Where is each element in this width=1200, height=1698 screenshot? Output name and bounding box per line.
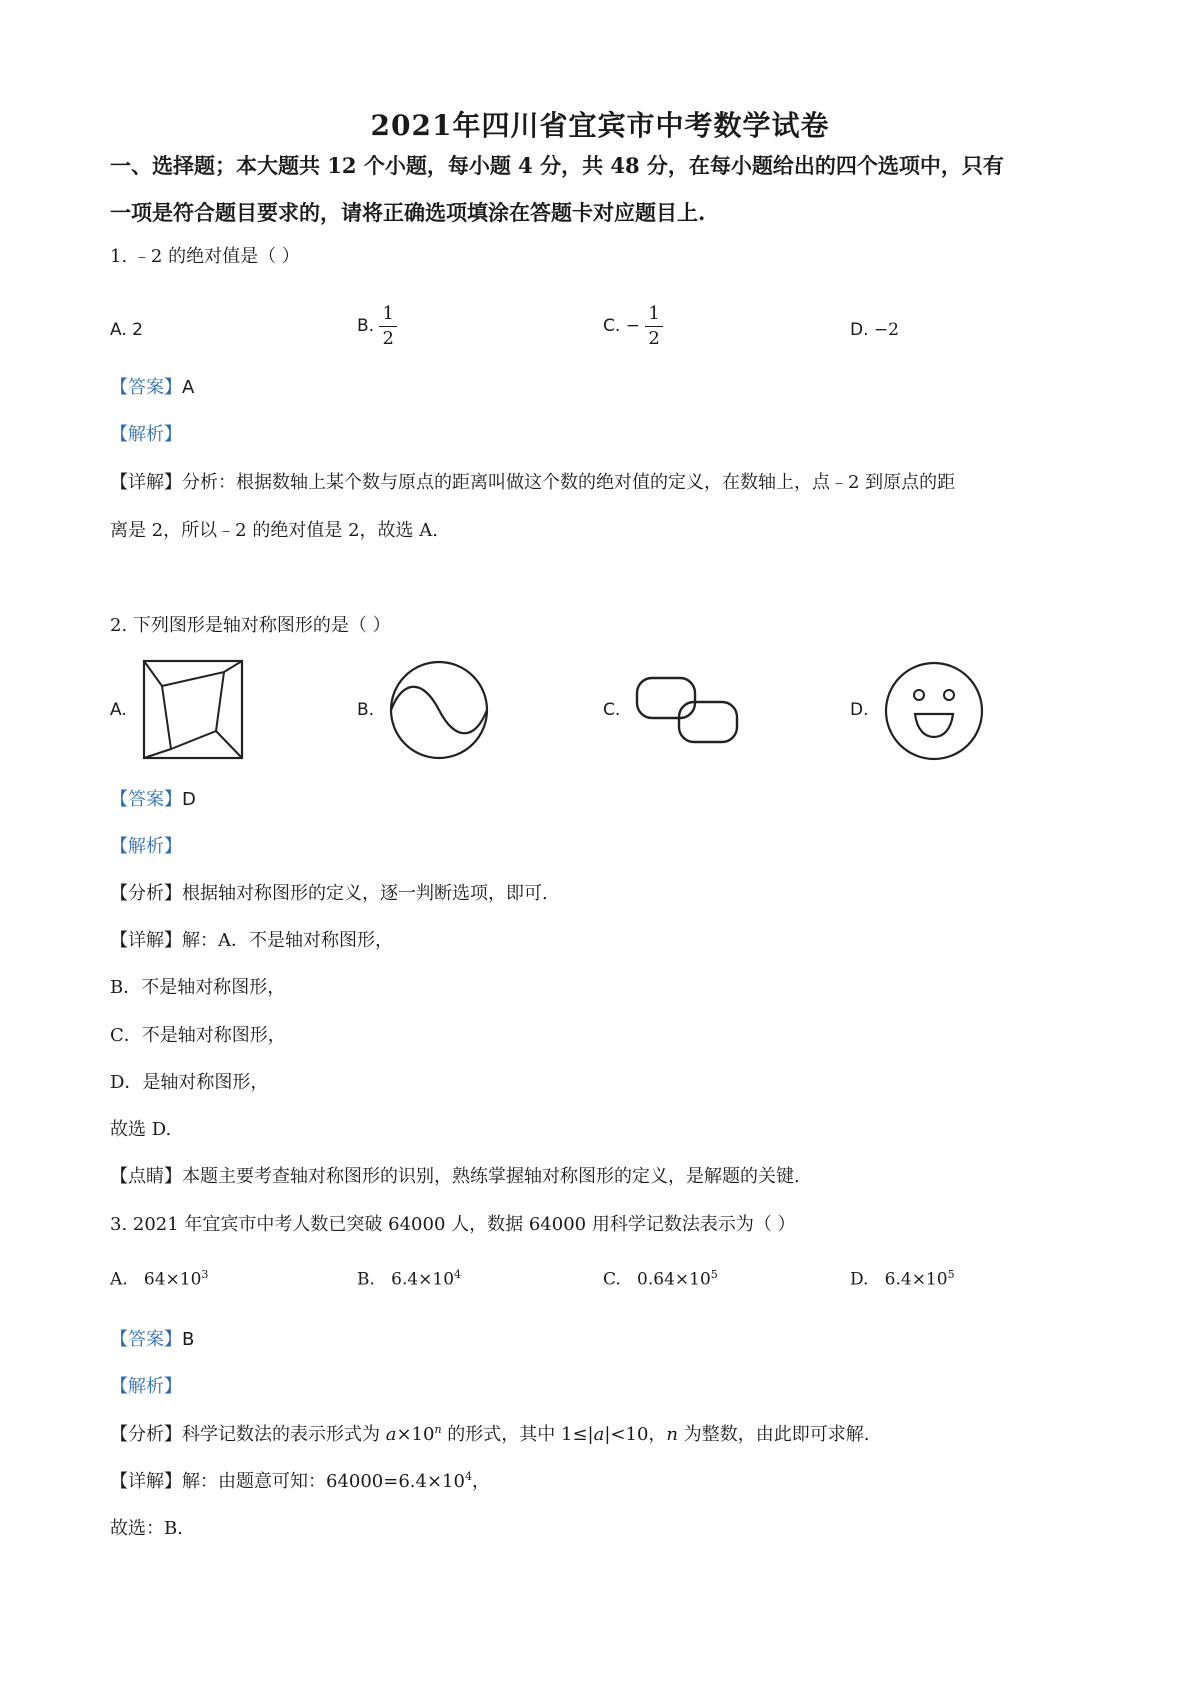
answer-value: A xyxy=(182,377,195,398)
q3-option-a-base: 64×10 xyxy=(143,1269,202,1290)
q3-analysis xyxy=(110,1420,869,1446)
q2-figure-b xyxy=(388,659,490,761)
q3-option-d xyxy=(850,1268,955,1290)
q1-option-c xyxy=(603,302,663,351)
q3-option-c-base: 0.64×10 xyxy=(637,1269,711,1290)
q3-analysis-var-n-exponent: n xyxy=(434,1423,442,1436)
q3-analysis-text-4: 为整数，由此即可求解. xyxy=(678,1424,870,1445)
section-heading-line-2: 一项是符合题目要求的，请将正确选项填涂在答题卡对应题目上. xyxy=(110,200,706,225)
q2-figure-c xyxy=(634,675,740,745)
q2-comment: 【点睛】本题主要考查轴对称图形的识别，熟练掌握轴对称图形的定义，是解题的关键. xyxy=(110,1166,800,1187)
q3-option-a xyxy=(110,1268,208,1290)
q2-detail-c: C．不是轴对称图形， xyxy=(110,1025,286,1046)
q3-analysis-var-n: n xyxy=(666,1424,678,1445)
q1-option-b-fraction xyxy=(379,302,396,351)
q2-figure-d xyxy=(883,660,985,762)
q3-answer xyxy=(110,1325,194,1351)
fraction-numerator: 1 xyxy=(379,302,396,327)
q2-analysis: 【分析】根据轴对称图形的定义，逐一判断选项，即可. xyxy=(110,883,548,904)
q2-detail: 【详解】解：A．不是轴对称图形， xyxy=(110,930,393,951)
q3-option-b xyxy=(357,1268,461,1290)
q2-analysis-tag: 【解析】 xyxy=(110,836,182,857)
q1-answer xyxy=(110,373,194,399)
question-1-stem: 1. ﹣2 的绝对值是（ ） xyxy=(110,246,300,267)
q1-analysis-tag: 【解析】 xyxy=(110,424,182,445)
q2-option-b-label: B. xyxy=(357,700,375,720)
q1-option-d xyxy=(850,320,899,340)
answer-value: D xyxy=(182,789,196,810)
q3-detail xyxy=(110,1467,490,1493)
section-heading xyxy=(110,142,1110,236)
q3-analysis-text-3: |<10， xyxy=(604,1424,667,1445)
q3-option-c-exponent: 5 xyxy=(710,1268,718,1281)
q2-option-d-label: D. xyxy=(850,700,869,720)
q3-option-a-exponent: 3 xyxy=(201,1268,209,1281)
q3-analysis-var-a: a xyxy=(385,1424,397,1445)
q1-option-b-label: B. xyxy=(357,316,375,336)
q3-analysis-times: ×10 xyxy=(396,1424,435,1445)
q1-detail-line-1: 【详解】分析：根据数轴上某个数与原点的距离叫做这个数的绝对值的定义，在数轴上，点﹣2 到原点的距 xyxy=(110,472,956,493)
answer-tag: 【答案】 xyxy=(110,1329,182,1350)
q1-option-d-label: D. xyxy=(850,320,869,340)
q2-answer xyxy=(110,785,196,811)
q3-option-a-label: A. xyxy=(110,1269,128,1290)
q3-analysis-tag: 【解析】 xyxy=(110,1376,182,1397)
q2-detail-b: B．不是轴对称图形， xyxy=(110,977,286,998)
q3-choose: 故选：B. xyxy=(110,1518,183,1539)
q3-detail-text: 【详解】解：由题意可知：64000=6.4×10 xyxy=(110,1471,465,1492)
q3-option-d-exponent: 5 xyxy=(947,1268,955,1281)
q2-choose: 故选 D. xyxy=(110,1119,172,1140)
q1-option-c-fraction xyxy=(645,302,662,351)
question-3-stem: 3. 2021 年宜宾市中考人数已突破 64000 人，数据 64000 用科学记数法表示为（ ） xyxy=(110,1214,796,1235)
q3-option-c xyxy=(603,1268,718,1290)
q1-option-d-value: −2 xyxy=(873,320,899,340)
question-2-stem: 2. 下列图形是轴对称图形的是（ ） xyxy=(110,615,391,636)
q2-detail-d: D．是轴对称图形， xyxy=(110,1072,269,1093)
q3-analysis-text-2: 的形式，其中 1≤| xyxy=(441,1424,594,1445)
q2-option-c-label: C. xyxy=(603,700,621,720)
q1-option-c-label: C. xyxy=(603,316,621,336)
q3-analysis-text-1: 【分析】科学记数法的表示形式为 xyxy=(110,1424,386,1445)
answer-value: B xyxy=(182,1329,195,1350)
q1-option-c-sign: − xyxy=(625,316,640,336)
q3-option-c-label: C. xyxy=(603,1269,621,1290)
fraction-denominator: 2 xyxy=(382,328,394,349)
answer-tag: 【答案】 xyxy=(110,789,182,810)
answer-tag: 【答案】 xyxy=(110,377,182,398)
q3-option-d-base: 6.4×10 xyxy=(884,1269,948,1290)
q3-option-b-exponent: 4 xyxy=(454,1268,462,1281)
q3-detail-comma: ， xyxy=(471,1471,490,1492)
q1-option-b xyxy=(357,302,397,351)
q3-option-b-base: 6.4×10 xyxy=(391,1269,455,1290)
page-title: 2021年四川省宜宾市中考数学试卷 xyxy=(370,109,830,142)
q2-figure-a xyxy=(142,659,244,760)
section-heading-line-1: 一、选择题；本大题共 12 个小题，每小题 4 分，共 48 分，在每小题给出的四个选项中，只有 xyxy=(110,153,1004,178)
fraction-numerator: 1 xyxy=(645,302,662,327)
q3-option-b-label: B. xyxy=(357,1269,375,1290)
q3-analysis-var-a-2: a xyxy=(593,1424,605,1445)
q3-option-d-label: D. xyxy=(850,1269,869,1290)
fraction-denominator: 2 xyxy=(648,328,660,349)
q3-detail-exponent: 4 xyxy=(464,1470,472,1483)
q1-detail-line-2: 离是 2，所以﹣2 的绝对值是 2，故选 A. xyxy=(110,520,438,541)
q1-option-a: A. 2 xyxy=(110,320,143,340)
q2-option-a-label: A. xyxy=(110,700,127,720)
